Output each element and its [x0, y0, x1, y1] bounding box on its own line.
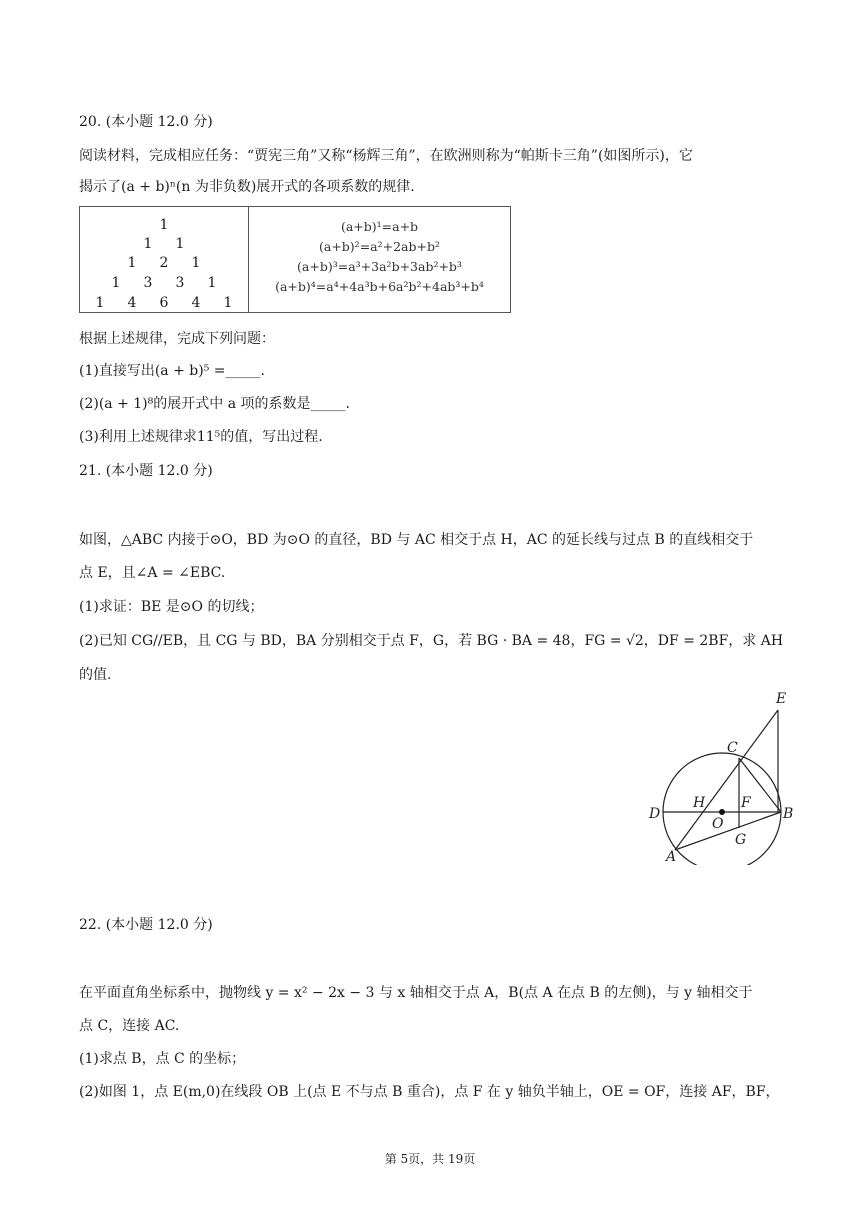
binomial-expansions: [249, 207, 510, 312]
triangle-cell: 4: [191, 295, 201, 311]
line-ae: [675, 710, 778, 850]
formula-4: (a+b)⁴=a⁴+4a³b+6a²b²+4ab³+b⁴: [275, 279, 484, 294]
label-b: B: [783, 806, 794, 822]
circle-geometry-figure: [645, 685, 795, 865]
triangle-cell: 2: [159, 255, 169, 271]
q22-heading: 22. (本小题 12.0 分): [79, 917, 213, 933]
q20-intro-line2: 揭示了(a + b)ⁿ(n 为非负数)展开式的各项系数的规律.: [79, 179, 415, 195]
q20-heading: 20. (本小题 12.0 分): [79, 114, 213, 130]
triangle-cell: 1: [159, 217, 169, 233]
triangle-cell: 1: [223, 295, 233, 311]
triangle-row: [80, 275, 248, 291]
q20-part3: (3)利用上述规律求11⁵的值，写出过程.: [79, 429, 323, 445]
q21-heading: 21. (本小题 12.0 分): [79, 463, 213, 479]
q21-line1: 如图，△ABC 内接于⊙O，BD 为⊙O 的直径，BD 与 AC 相交于点 H，AC 的延长线与过点 B 的直线相交于: [79, 532, 754, 548]
triangle-cell: 3: [175, 275, 185, 291]
label-f: F: [741, 795, 751, 811]
triangle-cell: 1: [191, 255, 201, 271]
q20-part2: (2)(a + 1)⁸的展开式中 a 项的系数是_____.: [79, 396, 350, 412]
triangle-cell: 6: [159, 295, 169, 311]
label-h: H: [693, 795, 706, 811]
triangle-cell: 1: [127, 255, 137, 271]
triangle-row: [80, 255, 248, 271]
formula-3: (a+b)³=a³+3a²b+3ab²+b³: [297, 259, 462, 274]
triangle-cell: 1: [95, 295, 105, 311]
pascal-triangle-table: [79, 206, 511, 313]
label-g: G: [735, 832, 747, 848]
line-ab: [675, 812, 781, 850]
triangle-cell: 3: [143, 275, 153, 291]
triangle-row: [80, 217, 248, 233]
q20-part1: (1)直接写出(a + b)⁵ =_____.: [79, 363, 265, 379]
q21-part1: (1)求证：BE 是⊙O 的切线；: [79, 599, 264, 615]
q21-part2-cont: 的值.: [79, 667, 112, 683]
triangle-cell: 1: [143, 236, 153, 252]
triangle-cell: 4: [127, 295, 137, 311]
label-c: C: [727, 740, 738, 756]
center-dot: [719, 809, 725, 815]
triangle-row: [80, 236, 248, 252]
triangle-row: [80, 295, 248, 311]
label-d: D: [649, 806, 661, 822]
formula-2: (a+b)²=a²+2ab+b²: [319, 239, 440, 254]
triangle-cell: 1: [207, 275, 217, 291]
label-e: E: [776, 691, 787, 707]
formula-1: (a+b)¹=a+b: [340, 219, 419, 234]
label-a: A: [666, 849, 677, 865]
page-footer: 第 5页，共 19页: [384, 1152, 476, 1166]
q21-line2: 点 E，且∠A = ∠EBC.: [79, 565, 226, 581]
q20-intro-line1: 阅读材料，完成相应任务：“贾宪三角”又称“杨辉三角”，在欧洲则称为“帕斯卡三角”(如图所示)，它: [79, 148, 693, 164]
q22-line2: 点 C，连接 AC.: [79, 1018, 180, 1034]
q22-part1: (1)求点 B，点 C 的坐标；: [79, 1051, 246, 1067]
q22-line1: 在平面直角坐标系中，抛物线 y = x² − 2x − 3 与 x 轴相交于点 A，B(点 A 在点 B 的左侧)，与 y 轴相交于: [79, 985, 753, 1001]
q22-part2: (2)如图 1，点 E(m,0)在线段 OB 上(点 E 不与点 B 重合)，点 F 在 y 轴负半轴上，OE = OF，连接 AF，BF，: [79, 1084, 780, 1100]
triangle-cell: 1: [111, 275, 121, 291]
triangle-cell: 1: [175, 236, 185, 252]
q21-part2: (2)已知 CG//EB，且 CG 与 BD，BA 分别相交于点 F，G，若 BG · BA = 48，FG = √2，DF = 2BF，求 AH: [79, 633, 784, 649]
pascal-triangle: [80, 207, 249, 312]
q20-task-intro: 根据上述规律，完成下列问题：: [79, 331, 275, 347]
label-o: O: [712, 816, 724, 832]
